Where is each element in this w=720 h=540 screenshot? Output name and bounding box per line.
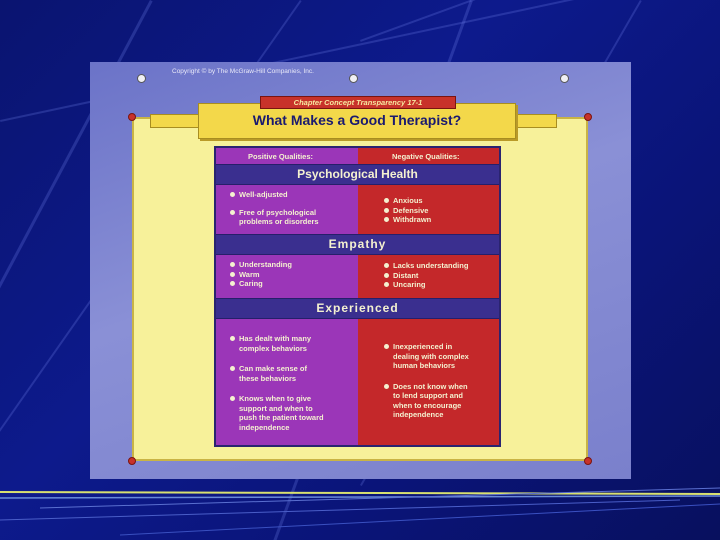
- negative-list: [384, 342, 496, 420]
- list-item: Does not know when to lend support and when to encourage independence: [384, 382, 496, 420]
- negative-list: [384, 196, 496, 225]
- positive-list: [230, 190, 356, 227]
- list-item: Warm: [230, 270, 356, 280]
- qualities-table: [214, 146, 501, 447]
- transparency-label: Chapter Concept Transparency 17-1: [260, 96, 456, 109]
- list-item: Distant: [384, 271, 496, 281]
- section-heading: Experienced: [216, 298, 499, 319]
- list-item: Inexperienced in dealing with complex human behaviors: [384, 342, 496, 371]
- section-heading: Psychological Health: [216, 164, 499, 185]
- list-item: Uncaring: [384, 280, 496, 290]
- list-item: Well-adjusted: [230, 190, 356, 200]
- list-item: Understanding: [230, 260, 356, 270]
- punch-hole: [349, 74, 358, 83]
- copyright-text: Copyright © by The McGraw-Hill Companies, Inc.: [172, 68, 314, 75]
- corner-rivet: [584, 113, 592, 121]
- list-item: Defensive: [384, 206, 496, 216]
- list-item: Free of psychological problems or disorders: [230, 208, 356, 227]
- list-item: Withdrawn: [384, 215, 496, 225]
- positive-header: Positive Qualities:: [248, 152, 314, 161]
- list-item: Can make sense of these behaviors: [230, 364, 356, 383]
- corner-rivet: [584, 457, 592, 465]
- list-item: Caring: [230, 279, 356, 289]
- corner-rivet: [128, 113, 136, 121]
- positive-list: [230, 334, 356, 432]
- negative-list: [384, 261, 496, 290]
- list-item: Knows when to give support and when to push the patient toward independence: [230, 394, 356, 432]
- negative-header: Negative Qualities:: [392, 152, 460, 161]
- list-item: Anxious: [384, 196, 496, 206]
- concept-transparency: [90, 62, 631, 479]
- corner-rivet: [128, 457, 136, 465]
- positive-list: [230, 260, 356, 289]
- section-heading: Empathy: [216, 234, 499, 255]
- bottom-decorative-lines: [0, 480, 720, 540]
- page-title: What Makes a Good Therapist?: [252, 112, 462, 128]
- list-item: Lacks understanding: [384, 261, 496, 271]
- punch-hole: [137, 74, 146, 83]
- punch-hole: [560, 74, 569, 83]
- banner-ribbon-left: [150, 114, 205, 128]
- list-item: Has dealt with many complex behaviors: [230, 334, 356, 353]
